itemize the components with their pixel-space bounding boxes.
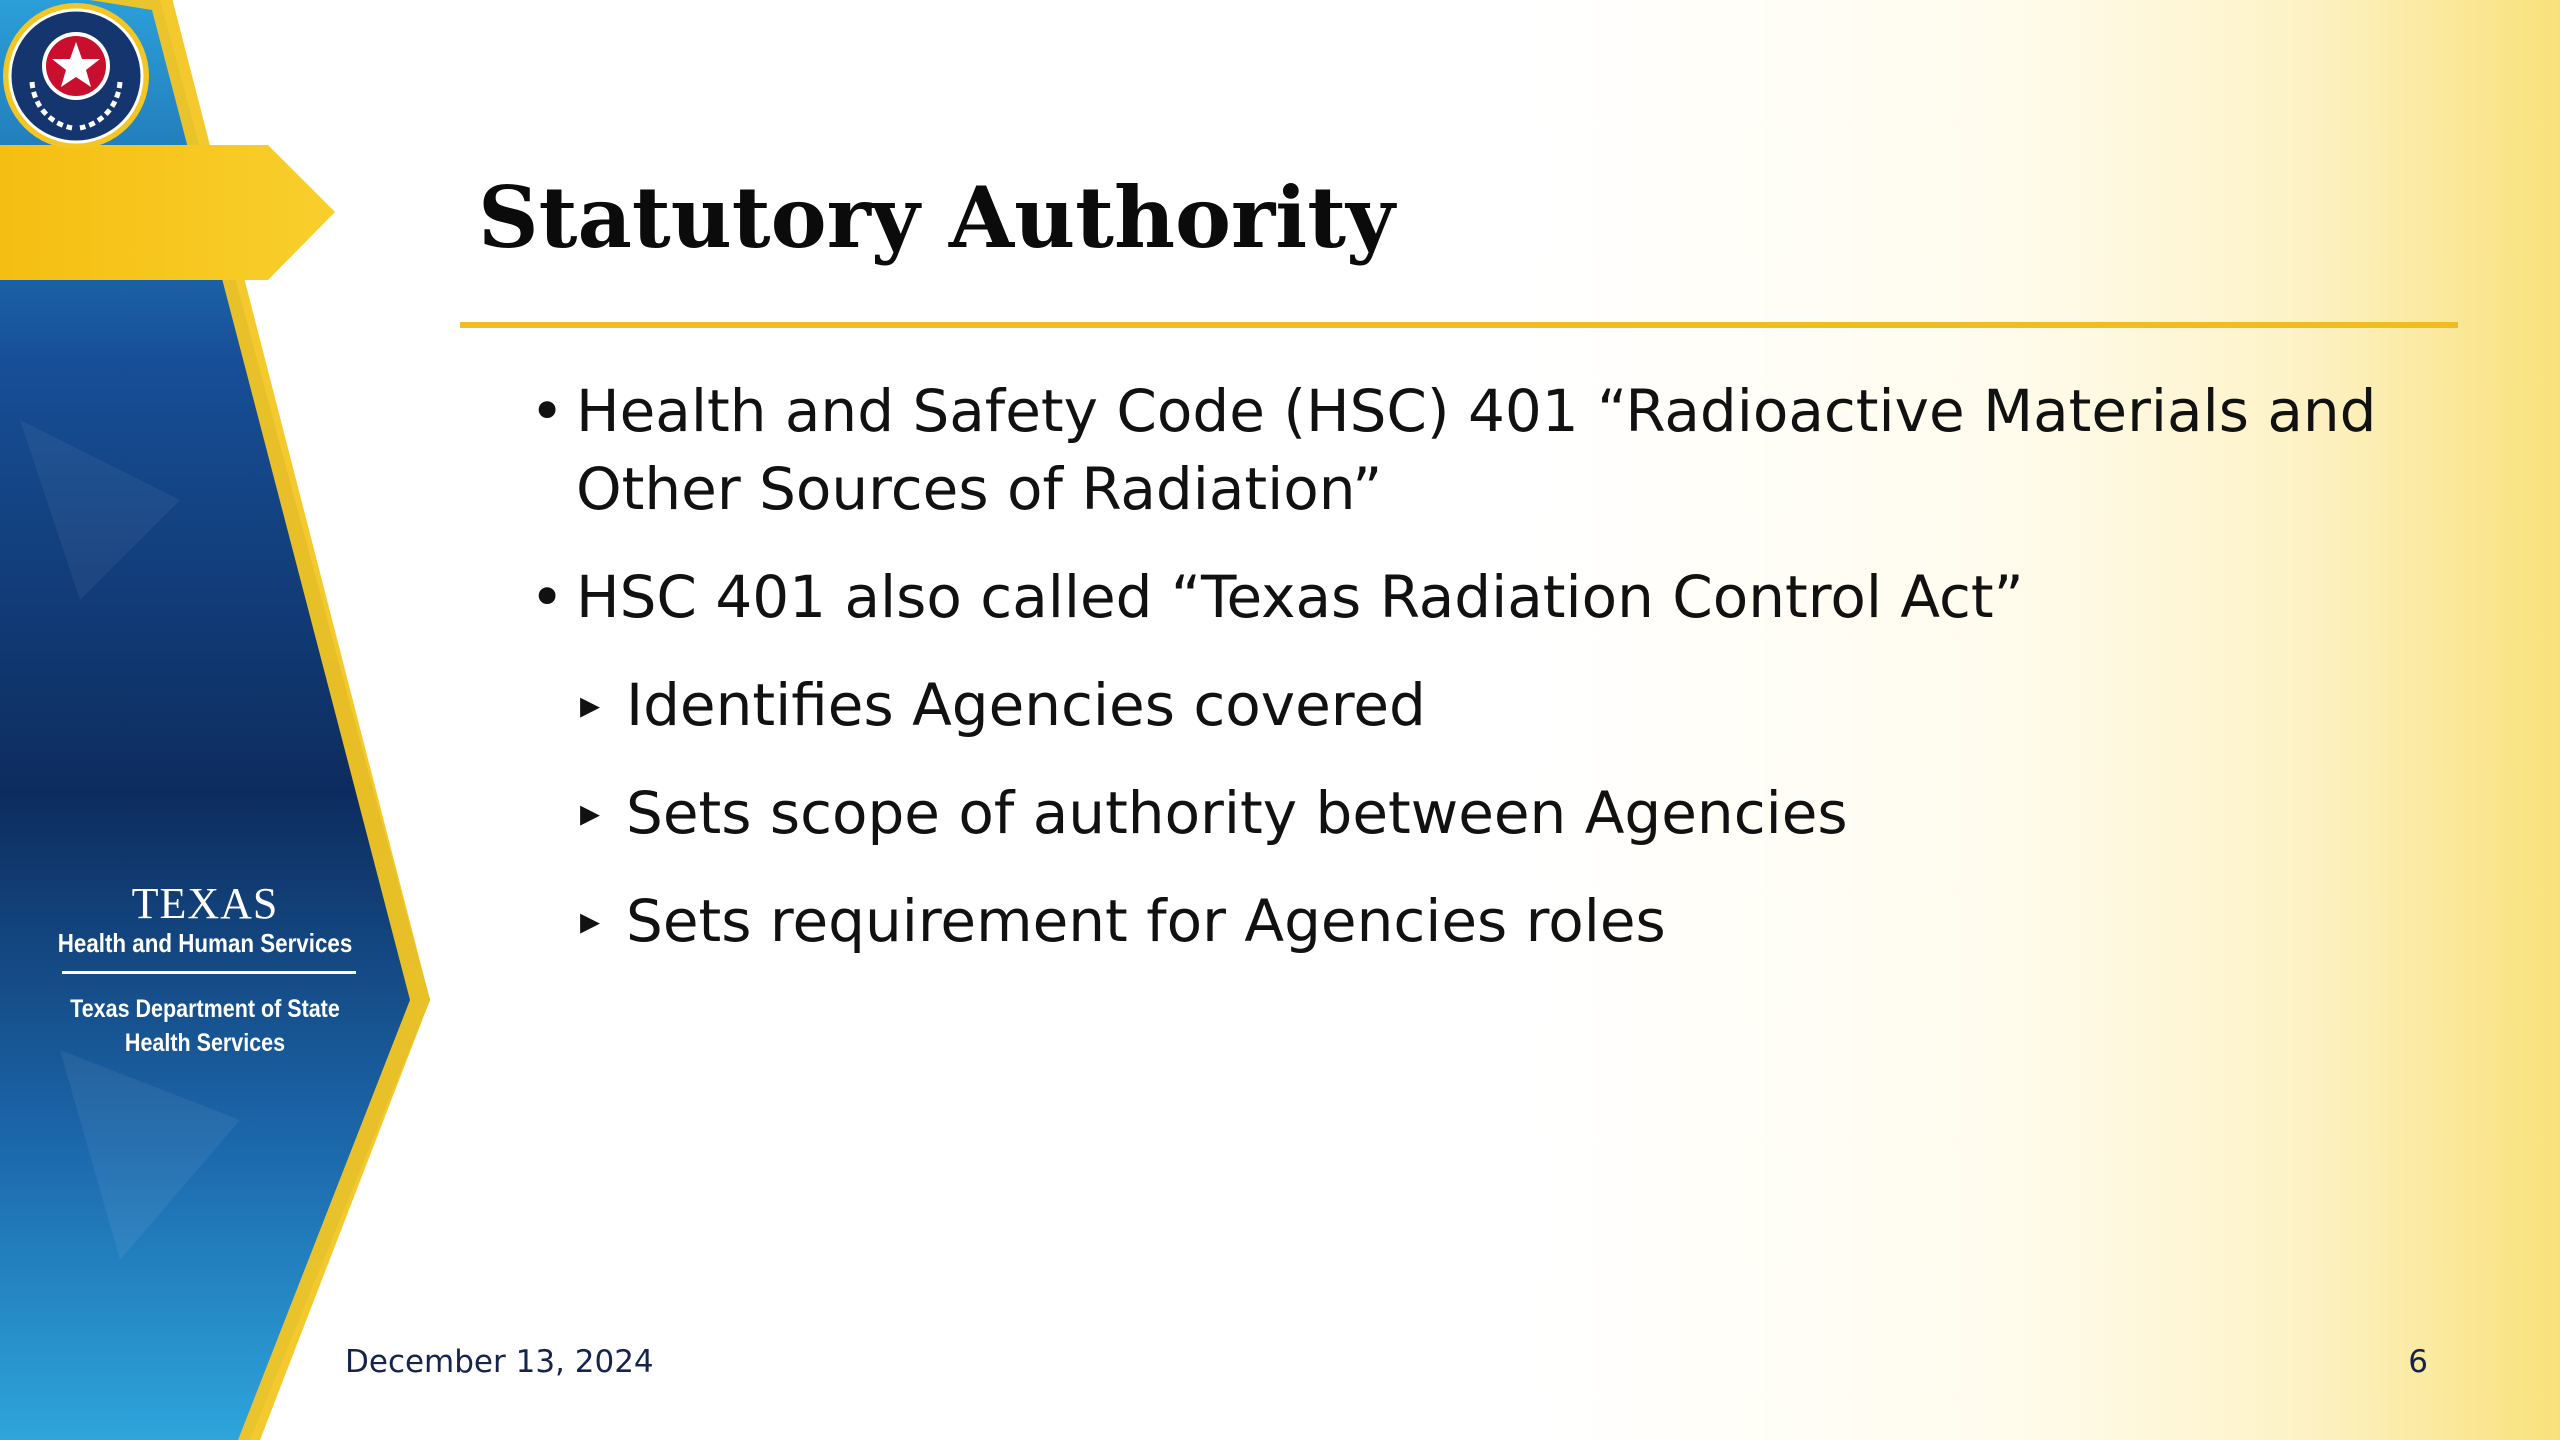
brand-divider (62, 971, 356, 974)
bullet-dot-icon: • (530, 377, 565, 445)
brand-dshs-line2: Health Services (124, 1029, 286, 1057)
subbullet-item (530, 774, 2480, 852)
brand-texas-wordmark: TEXAS (131, 879, 279, 928)
triangle-bullet-icon: ▸ (580, 682, 601, 728)
subbullet-text: Identifies Agencies covered (626, 671, 1426, 739)
subbullet-text: Sets scope of authority between Agencies (626, 779, 1848, 847)
footer-date: December 13, 2024 (345, 1344, 654, 1380)
page-number: 6 (2408, 1344, 2428, 1380)
subbullet-item (530, 666, 2480, 744)
bullet-text: Health and Safety Code (HSC) 401 “Radioactive Materials and Other Sources of Radiation” (576, 377, 2377, 523)
gold-arrow-banner (0, 145, 335, 280)
triangle-bullet-icon: ▸ (580, 790, 601, 836)
bullet-item (530, 372, 2480, 528)
brand-dshs-wordmark (29, 992, 382, 1060)
title-underline (460, 322, 2458, 328)
bullet-text: HSC 401 also called “Texas Radiation Control Act” (576, 563, 2024, 631)
left-brand-panel (0, 0, 460, 1440)
bullet-item (530, 558, 2480, 636)
subbullet-item (530, 882, 2480, 960)
slide-title: Statutory Authority (478, 168, 1395, 267)
texas-seal-icon (0, 0, 152, 152)
bullet-dot-icon: • (530, 563, 565, 631)
brand-dshs-line1: Texas Department of State (70, 995, 340, 1023)
brand-panel-graphic (0, 0, 460, 1440)
subbullet-text: Sets requirement for Agencies roles (626, 887, 1666, 955)
slide-content (530, 372, 2480, 990)
brand-hhs-wordmark: Health and Human Services (57, 928, 353, 958)
triangle-bullet-icon: ▸ (580, 898, 601, 944)
